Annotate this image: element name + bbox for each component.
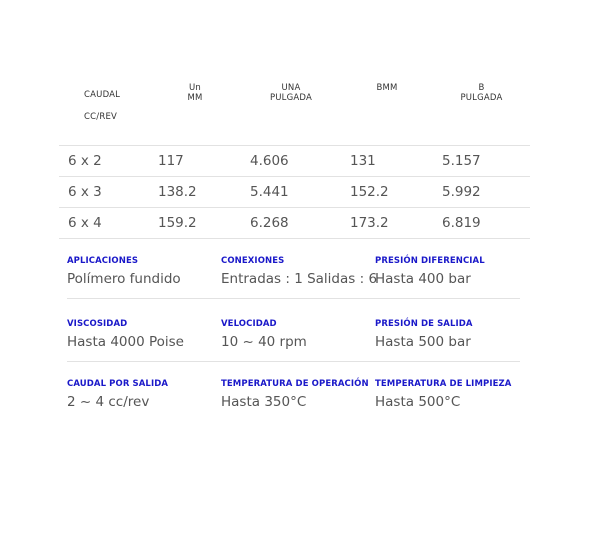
spec-label: PRESIÓN DIFERENCIAL: [375, 256, 485, 266]
specifications-grid: [67, 256, 520, 418]
header-line2: CC/REV: [84, 112, 118, 122]
header-line1: UNA: [281, 83, 301, 93]
header-line2: PULGADA: [460, 93, 503, 103]
spec-label: PRESIÓN DE SALIDA: [375, 319, 473, 329]
spec-temperatura-limpieza: [375, 362, 520, 410]
header-b-pulgada: [433, 78, 530, 146]
dimensions-table: [59, 78, 530, 239]
spec-value: Hasta 500 bar: [375, 334, 471, 350]
header-line2: MM: [187, 93, 203, 103]
table-header-row: [59, 78, 530, 146]
spec-temperatura-operacion: [221, 362, 375, 410]
header-caudal: [59, 78, 149, 146]
table-cell: 4.606: [241, 146, 341, 177]
table-cell: 6 x 4: [59, 208, 149, 239]
table-cell: 159.2: [149, 208, 241, 239]
table-cell: 6.819: [433, 208, 530, 239]
spec-velocidad: [221, 299, 375, 350]
header-line1: Un: [188, 83, 201, 93]
spec-label: TEMPERATURA DE LIMPIEZA: [375, 379, 512, 389]
header-line1: B: [478, 83, 485, 93]
spec-label: VISCOSIDAD: [67, 319, 128, 329]
spec-row: [67, 362, 520, 418]
header-una-pulgada: [241, 78, 341, 146]
spec-value: Hasta 350°C: [221, 394, 307, 410]
table-cell: 5.992: [433, 177, 530, 208]
spec-value: Hasta 400 bar: [375, 271, 471, 287]
spec-label: APLICACIONES: [67, 256, 139, 266]
table-row: [59, 208, 530, 239]
spec-presion-diferencial: [375, 256, 520, 298]
spec-conexiones: [221, 256, 378, 298]
spec-aplicaciones: [67, 256, 221, 298]
spec-row: [67, 299, 520, 362]
header-line1: CAUDAL: [84, 90, 121, 100]
spec-row: [67, 256, 520, 299]
table-row: [59, 177, 530, 208]
table-cell: 5.441: [241, 177, 341, 208]
spec-viscosidad: [67, 299, 221, 350]
header-line1: BMM: [376, 83, 398, 93]
table-cell: 5.157: [433, 146, 530, 177]
spec-value: 10 ~ 40 rpm: [221, 334, 307, 350]
header-bmm: [341, 78, 433, 146]
table-cell: 173.2: [341, 208, 433, 239]
header-line2: PULGADA: [269, 93, 313, 103]
spec-value: Hasta 500°C: [375, 394, 461, 410]
table-cell: 6 x 2: [59, 146, 149, 177]
spec-label: CONEXIONES: [221, 256, 285, 266]
spec-presion-salida: [375, 299, 520, 350]
spec-label: TEMPERATURA DE OPERACIÓN: [221, 379, 369, 389]
spec-label: VELOCIDAD: [221, 319, 277, 329]
table-cell: 6 x 3: [59, 177, 149, 208]
spec-label: CAUDAL POR SALIDA: [67, 379, 169, 389]
table-row: [59, 146, 530, 177]
header-un-mm: [149, 78, 241, 146]
table-cell: 6.268: [241, 208, 341, 239]
spec-caudal-por-salida: [67, 362, 221, 410]
table-cell: 152.2: [341, 177, 433, 208]
table-cell: 131: [341, 146, 433, 177]
table-cell: 138.2: [149, 177, 241, 208]
spec-value: Polímero fundido: [67, 271, 181, 287]
spec-value: 2 ~ 4 cc/rev: [67, 394, 150, 410]
table-cell: 117: [149, 146, 241, 177]
spec-value: Hasta 4000 Poise: [67, 334, 184, 350]
spec-value: Entradas : 1 Salidas : 6: [221, 271, 378, 287]
